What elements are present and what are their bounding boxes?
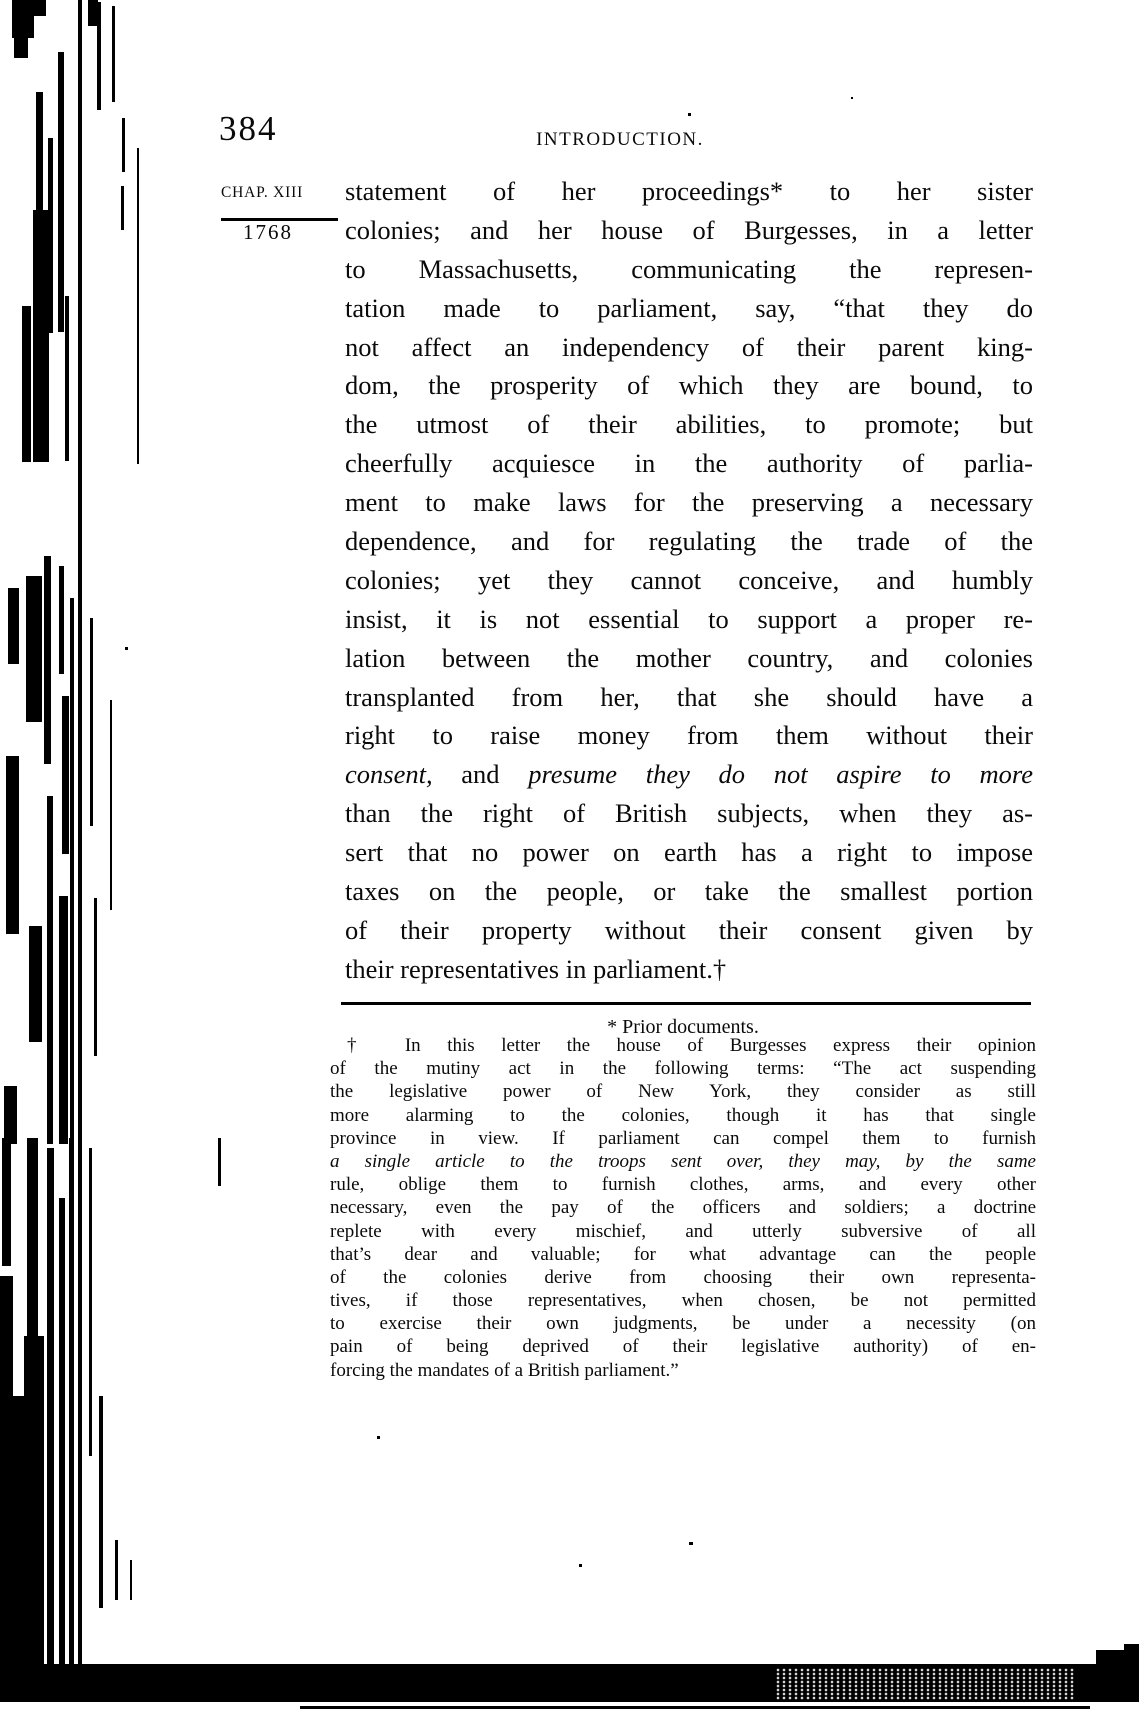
footnote-line: to exercise their own judgments, be under a necessity (on (330, 1313, 1036, 1335)
scan-gutter-stripe (137, 148, 139, 464)
body-line: sert that no power on earth has a right to impose (345, 837, 1033, 868)
body-line: statement of her proceedings* to her sister (345, 176, 1033, 206)
scan-gutter-stripe (29, 926, 42, 1042)
body-line: to Massachusetts, communicating the represen- (345, 253, 1033, 284)
body-line: insist, it is not essential to support a proper re- (345, 603, 1033, 634)
footnote-heading: * Prior documents. (607, 1016, 759, 1038)
scan-speck (579, 1564, 582, 1567)
body-line: consent, and presume they do not aspire to more (345, 759, 1033, 790)
scan-gutter-stripe (59, 896, 68, 1144)
scan-gutter-stripe (14, 34, 28, 58)
scan-speck (125, 647, 128, 650)
scan-gutter-stripe (22, 306, 31, 462)
body-line: lation between the mother country, and colonies (345, 642, 1033, 673)
scan-gutter-stripe (65, 296, 69, 461)
body-line: right to raise money from them without their (345, 720, 1033, 751)
scan-gutter-stripe (97, 2, 101, 110)
scan-gutter-stripe (2, 1138, 11, 1266)
footnote-line: replete with every mischief, and utterly subversive of all (330, 1220, 1036, 1242)
footnote-line: a single article to the troops sent over, they may, by the same (330, 1150, 1036, 1172)
footnote-line: rule, oblige them to furnish clothes, arms, and every other (330, 1174, 1036, 1196)
scan-gutter-stripe (58, 52, 64, 332)
body-line: the utmost of their abilities, to promote; but (345, 409, 1033, 440)
scan-gutter-stripe (0, 1276, 13, 1404)
body-line: taxes on the people, or take the smallest portion (345, 876, 1033, 907)
scan-gutter-stripe (110, 700, 112, 910)
scan-gutter-stripe (33, 210, 49, 462)
scan-gutter-stripe (70, 598, 74, 1144)
scan-gutter-stripe (47, 1148, 54, 1664)
scan-gutter-stripe (24, 1336, 44, 1664)
scan-speck (689, 1542, 693, 1545)
body-line: their representatives in parliament.† (345, 953, 727, 984)
margin-chapter-label: CHAP. XIII (221, 184, 304, 201)
margin-year-label: 1768 (243, 220, 293, 244)
scan-gutter-stripe (122, 118, 125, 172)
scan-gutter-stripe (78, 0, 82, 1664)
scan-gutter-stripe (218, 1138, 221, 1186)
body-line: colonies; yet they cannot conceive, and humbly (345, 564, 1033, 595)
scan-speck (377, 1436, 380, 1439)
footnote-line: tives, if those representatives, when chosen, be not permitted (330, 1290, 1036, 1312)
scan-gutter-stripe (121, 186, 124, 230)
scan-artifact-bar-speckle (775, 1668, 1075, 1700)
running-title: INTRODUCTION. (536, 129, 704, 150)
scan-speck (688, 113, 691, 116)
footnote-line: of the colonies derive from choosing their own representa- (330, 1266, 1036, 1288)
body-line: colonies; and her house of Burgesses, in a letter (345, 214, 1033, 245)
footnote-line: province in view. If parliament can compel them to furnish (330, 1127, 1036, 1149)
body-line: tation made to parliament, say, “that they do (345, 292, 1033, 323)
footnote-line: of the mutiny act in the following terms: “The act suspending (330, 1058, 1036, 1080)
scan-gutter-stripe (44, 556, 51, 764)
scan-gutter-stripe (27, 1138, 38, 1346)
body-line: dom, the prosperity of which they are bound, to (345, 370, 1033, 401)
scan-gutter-stripe (69, 1138, 74, 1664)
body-line: dependence, and for regulating the trade of the (345, 526, 1033, 557)
scan-gutter-stripe (62, 696, 69, 854)
body-line: cheerfully acquiesce in the authority of parlia- (345, 448, 1033, 479)
footnote-separator-rule (341, 1002, 1031, 1005)
body-line: not affect an independency of their parent king- (345, 331, 1033, 362)
footnote-text (330, 1034, 1036, 1382)
scan-gutter-stripe (99, 1396, 103, 1608)
footnote-line: necessary, even the pay of the officers and soldiers; a doctrine (330, 1197, 1036, 1219)
scan-gutter-stripe (89, 1148, 92, 1456)
scan-gutter-stripe (115, 1540, 118, 1600)
scan-gutter-stripe (90, 618, 93, 826)
scan-gutter-stripe (130, 1560, 132, 1600)
footnote-line: that’s dear and valuable; for what advantage can the people (330, 1243, 1036, 1265)
scan-gutter-stripe (4, 1086, 17, 1144)
scan-gutter-stripe (26, 576, 42, 722)
scan-gutter-stripe (6, 756, 19, 934)
body-line: of their property without their consent given by (345, 914, 1033, 945)
scan-artifact-bottom-underline (300, 1706, 1090, 1709)
footnote-line: forcing the mandates of a British parliament.” (330, 1359, 679, 1381)
scan-gutter-stripe (47, 796, 53, 1144)
scan-artifact-bottom-bar-corner (1124, 1644, 1139, 1666)
body-line: transplanted from her, that she should have a (345, 681, 1033, 712)
scan-gutter-stripe (94, 898, 97, 1056)
scan-speck (851, 97, 853, 99)
page-number: 384 (219, 109, 278, 148)
body-line: ment to make laws for the preserving a necessary (345, 487, 1033, 518)
footnote-line: the legislative power of New York, they consider as still (330, 1081, 1036, 1103)
body-line: than the right of British subjects, when they as- (345, 798, 1033, 829)
body-text (345, 172, 1033, 989)
scan-gutter-stripe (8, 588, 19, 664)
footnote-line: more alarming to the colonies, though it has that single (330, 1104, 1036, 1126)
footnote-line: pain of being deprived of their legislative authority) of en- (330, 1336, 1036, 1358)
scan-gutter-stripe (36, 92, 43, 217)
footnote-line: † In this letter the house of Burgesses express their opinion (347, 1035, 1036, 1056)
scan-gutter-stripe (112, 6, 115, 102)
scan-gutter-stripe (59, 1198, 65, 1664)
scan-gutter-stripe (59, 566, 64, 674)
